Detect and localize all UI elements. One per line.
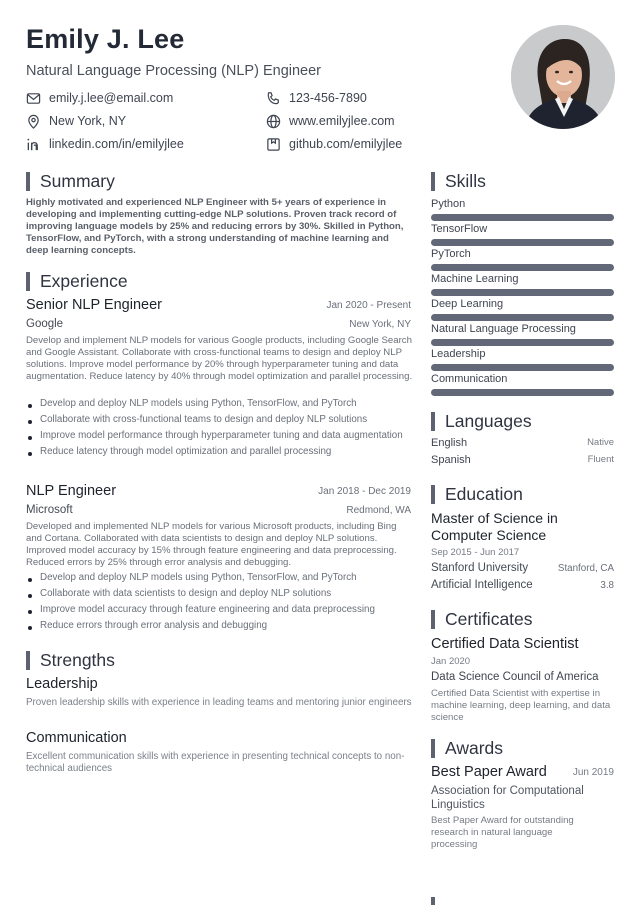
education-gpa: 3.8 bbox=[600, 580, 614, 591]
certificate-name: Certified Data Scientist bbox=[431, 636, 579, 652]
skill-label: Natural Language Processing bbox=[431, 323, 576, 335]
job-role: NLP Engineer bbox=[26, 483, 117, 499]
language-row bbox=[431, 454, 614, 466]
location-pin-icon bbox=[26, 114, 41, 129]
job-location: New York, NY bbox=[349, 319, 411, 330]
job-dates: Jan 2018 - Dec 2019 bbox=[318, 486, 411, 497]
job-bullet: Develop and deploy NLP models using Python, TensorFlow, and PyTorch bbox=[26, 572, 411, 584]
contact-linkedin-text: linkedin.com/in/emilyjlee bbox=[49, 137, 184, 151]
job-bullet: Collaborate with cross-functional teams to design and deploy NLP solutions bbox=[26, 414, 411, 426]
certificate-date: Jan 2020 bbox=[431, 656, 471, 667]
skill-label: Machine Learning bbox=[431, 273, 519, 285]
section-awards-heading bbox=[431, 737, 503, 759]
github-icon bbox=[266, 137, 281, 152]
education-dates: Sep 2015 - Jun 2017 bbox=[431, 547, 520, 558]
summary-title: Summary bbox=[40, 170, 115, 191]
contact-email[interactable] bbox=[26, 89, 173, 107]
language-name: English bbox=[431, 437, 468, 449]
education-school: Stanford University bbox=[431, 562, 529, 574]
skills-title: Skills bbox=[445, 170, 486, 191]
heading-accent-bar bbox=[431, 172, 435, 191]
strength-title: Leadership bbox=[26, 676, 98, 692]
language-level: Native bbox=[587, 437, 614, 448]
section-strengths-heading bbox=[26, 649, 115, 671]
job-bullet: Reduce errors through error analysis and debugging bbox=[26, 620, 411, 632]
education-field-row bbox=[431, 579, 614, 591]
education-field: Artificial Intelligence bbox=[431, 579, 533, 591]
contact-phone-text: 123-456-7890 bbox=[289, 91, 367, 105]
strength-title: Communication bbox=[26, 730, 127, 746]
job-dates: Jan 2020 - Present bbox=[326, 300, 411, 311]
contact-github[interactable] bbox=[266, 135, 402, 153]
skill-label: Leadership bbox=[431, 348, 486, 360]
strength-description: Proven leadership skills with experience in leading teams and mentoring junior engineers bbox=[26, 697, 412, 708]
contact-website-text: www.emilyjlee.com bbox=[289, 114, 395, 128]
globe-icon bbox=[266, 114, 281, 129]
job-bullet: Develop and deploy NLP models using Python, TensorFlow, and PyTorch bbox=[26, 398, 411, 410]
heading-accent-bar bbox=[431, 485, 435, 504]
heading-accent-bar bbox=[431, 412, 435, 431]
skill-level-bar bbox=[431, 289, 614, 296]
profile-photo bbox=[511, 25, 615, 129]
strengths-title: Strengths bbox=[40, 649, 115, 670]
job-bullets bbox=[26, 398, 411, 462]
education-school-row bbox=[431, 562, 614, 574]
section-certificates-heading bbox=[431, 608, 533, 630]
skill-label: TensorFlow bbox=[431, 223, 488, 235]
award-name: Best Paper Award bbox=[431, 764, 547, 780]
job-location: Redmond, WA bbox=[346, 505, 411, 516]
job-company: Google bbox=[26, 318, 64, 330]
heading-accent-bar bbox=[431, 739, 435, 758]
skill-label: PyTorch bbox=[431, 248, 471, 260]
contact-website[interactable] bbox=[266, 112, 395, 130]
job-role: Senior NLP Engineer bbox=[26, 297, 162, 313]
job-description: Developed and implemented NLP models for various Microsoft products, including Bing and Cortana. Collaborated with data scientists to design and deploy NLP solutions. Improved model accuracy by 15% through feature engineering and data preprocessing. Reduced errors by 25% through error analysis and debugging. bbox=[26, 521, 397, 568]
job-bullets bbox=[26, 572, 411, 636]
language-name: Spanish bbox=[431, 454, 471, 466]
certificates-title: Certificates bbox=[445, 608, 533, 629]
skill-level-bar bbox=[431, 239, 614, 246]
awards-title: Awards bbox=[445, 737, 504, 758]
contact-email-text: emily.j.lee@email.com bbox=[49, 91, 174, 105]
next-section-accent-bar bbox=[431, 897, 435, 905]
candidate-title: Natural Language Processing (NLP) Engineer bbox=[26, 63, 322, 79]
contact-location-text: New York, NY bbox=[49, 114, 127, 128]
education-title: Education bbox=[445, 483, 523, 504]
contact-linkedin[interactable] bbox=[26, 135, 184, 153]
education-location: Stanford, CA bbox=[557, 563, 614, 574]
strength-description: Excellent communication skills with experience in presenting technical concepts to non-technical audiences bbox=[26, 751, 405, 774]
skill-level-bar bbox=[431, 314, 614, 321]
heading-accent-bar bbox=[26, 272, 30, 291]
skill-label: Communication bbox=[431, 373, 508, 385]
section-languages-heading bbox=[431, 410, 532, 432]
contact-github-text: github.com/emilyjlee bbox=[289, 137, 403, 151]
linkedin-icon bbox=[26, 137, 41, 152]
summary-text: Highly motivated and experienced NLP Engineer with 5+ years of experience in developing and implementing cutting-edge NLP solutions. Proven track record of improving language models by 25% and reducing errors by 30%. Skilled in Python, TensorFlow, and PyTorch, with a strong understanding of machine learning and deep learning concepts. bbox=[26, 197, 404, 256]
section-education-heading bbox=[431, 483, 523, 505]
skill-level-bar bbox=[431, 389, 614, 396]
job-bullet: Reduce latency through model optimization and parallel processing bbox=[26, 446, 411, 458]
award-date: Jun 2019 bbox=[572, 767, 614, 778]
experience-title: Experience bbox=[40, 270, 128, 291]
job-description: Develop and implement NLP models for various Google products, including Google Search and Google Assistant. Collaborate with cross-functional teams to design and deploy NLP solutions. Improve model performance by 20% through hyperparameter tuning and data augmentation. Reduce latency by 40% through model optimization and parallel processing. bbox=[26, 335, 413, 382]
languages-title: Languages bbox=[445, 410, 532, 431]
language-level: Fluent bbox=[587, 454, 614, 465]
skill-label: Deep Learning bbox=[431, 298, 504, 310]
job-company: Microsoft bbox=[26, 504, 73, 516]
section-skills-heading bbox=[431, 170, 486, 192]
education-degree: Master of Science in Computer Science bbox=[431, 510, 558, 543]
skill-level-bar bbox=[431, 339, 614, 346]
job-bullet: Improve model accuracy through feature engineering and data preprocessing bbox=[26, 604, 411, 616]
phone-icon bbox=[266, 91, 281, 106]
contact-phone[interactable] bbox=[266, 89, 367, 107]
candidate-name: Emily J. Lee bbox=[26, 24, 185, 54]
certificate-description: Certified Data Scientist with expertise in machine learning, deep learning, and data science bbox=[431, 688, 611, 723]
skill-level-bar bbox=[431, 264, 614, 271]
mail-icon bbox=[26, 91, 41, 106]
job-bullet: Improve model performance through hyperparameter tuning and data augmentation bbox=[26, 430, 411, 442]
section-summary-heading bbox=[26, 170, 115, 192]
award-description: Best Paper Award for outstanding research in natural language processing bbox=[431, 815, 574, 850]
job-bullet: Collaborate with data scientists to design and deploy NLP solutions bbox=[26, 588, 411, 600]
contact-location bbox=[26, 112, 126, 130]
heading-accent-bar bbox=[26, 172, 30, 191]
heading-accent-bar bbox=[431, 610, 435, 629]
language-row bbox=[431, 437, 614, 449]
heading-accent-bar bbox=[26, 651, 30, 670]
skill-level-bar bbox=[431, 364, 614, 371]
section-experience-heading bbox=[26, 270, 128, 292]
skill-label: Python bbox=[431, 198, 466, 210]
award-issuer: Association for Computational Linguistics bbox=[431, 785, 584, 811]
skill-level-bar bbox=[431, 214, 614, 221]
certificate-issuer: Data Science Council of America bbox=[431, 671, 599, 683]
